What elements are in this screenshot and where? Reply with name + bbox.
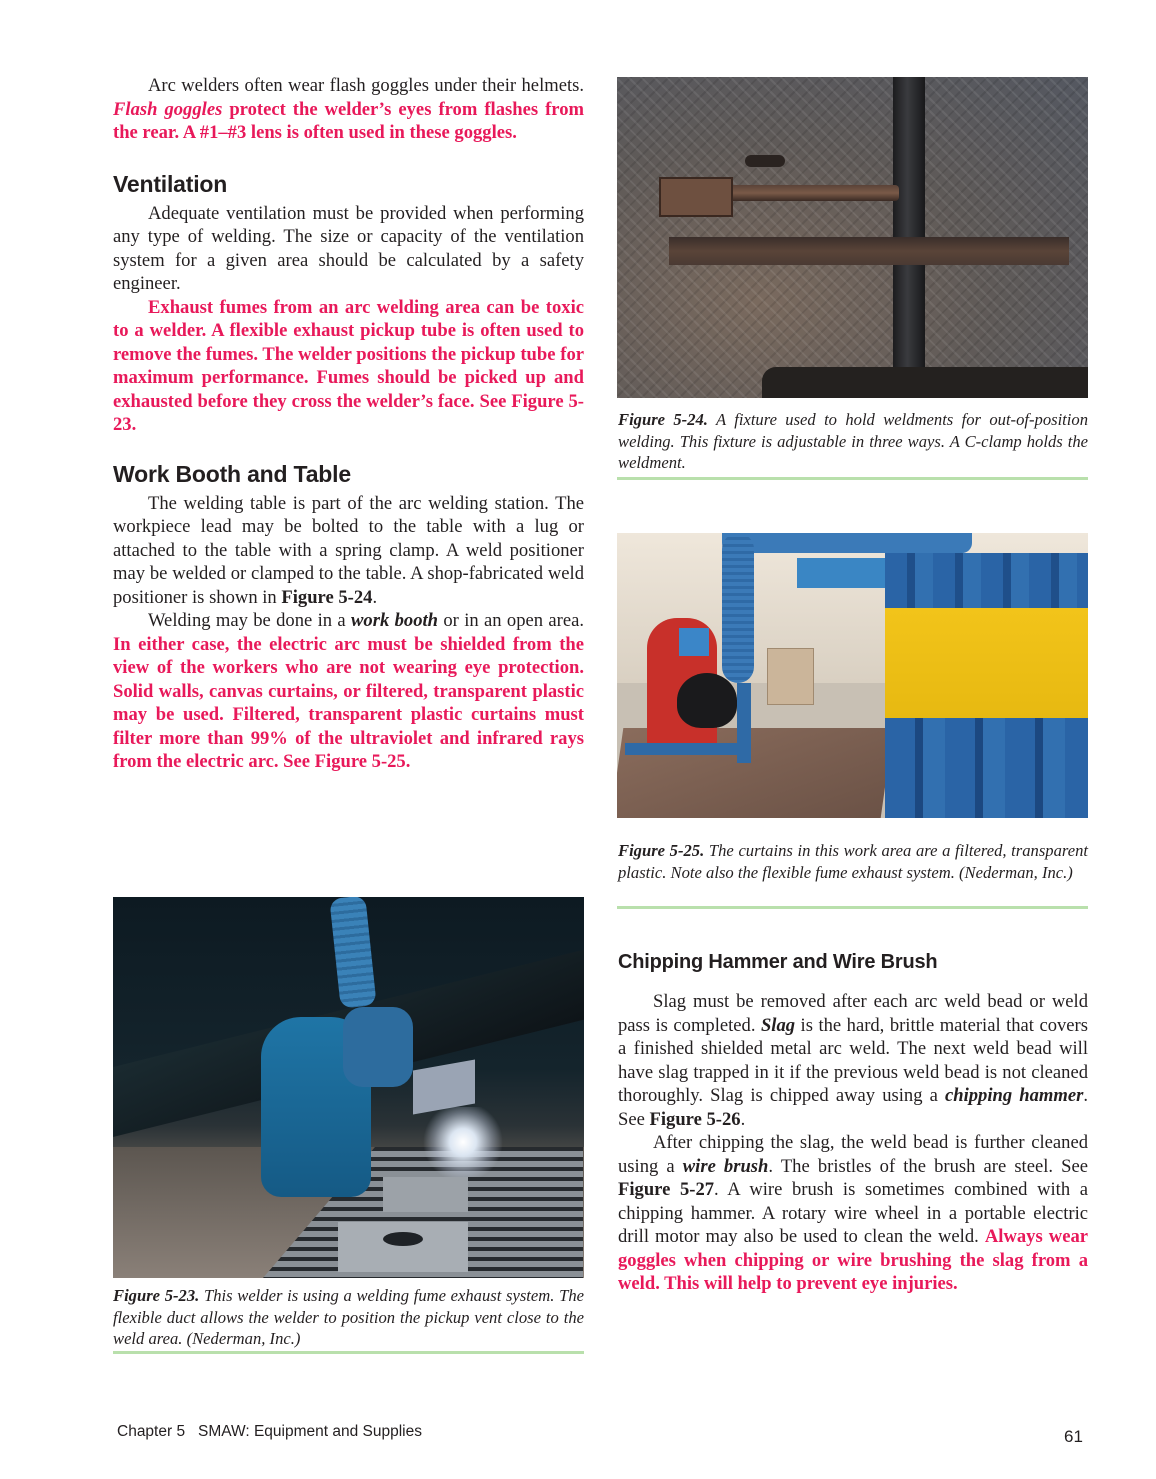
term-chipping-hammer: chipping hammer	[945, 1085, 1084, 1106]
figure-5-24-photo	[617, 77, 1088, 398]
text: Slag must be removed after each arc weld bead or weld pass is completed.	[618, 991, 1088, 1036]
text: After chipping the slag, the weld bead is further cleaned using a	[618, 1132, 1088, 1177]
intro-paragraph	[113, 74, 584, 145]
period: .	[372, 586, 378, 608]
chipping-safety-highlight: Always wear goggles when chipping or wire brushing the slag from a weld. This will help to prevent eye injuries.	[618, 1226, 1088, 1294]
figure-5-23-caption	[113, 1285, 584, 1350]
work-booth-para-2-text: Welding may be done in a	[148, 610, 352, 631]
exhaust-duct	[329, 897, 376, 1009]
figure-5-25-photo	[617, 533, 1088, 818]
figure-ref-5-24: Figure 5-24	[281, 586, 373, 608]
welding-helmet	[343, 1007, 413, 1087]
cardboard-box	[767, 648, 814, 705]
heading-ventilation: Ventilation	[113, 170, 228, 197]
caption-divider	[617, 906, 1088, 909]
welding-mask	[679, 628, 709, 656]
heading-work-booth: Work Booth and Table	[113, 460, 351, 487]
table-frame	[625, 743, 745, 755]
caption-divider	[617, 477, 1088, 480]
caption-text: The curtains in this work area are a filtered, transparent plastic. Note also the flexible fume exhaust system. (Nederman, Inc.)	[618, 841, 1088, 882]
text: is the hard, brittle material that covers a finished shielded metal arc weld. The next weld bead will have slag trapped in it if the previous weld bead is not cleaned thoroughly. Slag is chipped away using a	[618, 1014, 1088, 1106]
fixture-post	[893, 77, 925, 377]
term-slag: Slag	[760, 1014, 796, 1036]
c-clamp	[659, 177, 733, 217]
right-column	[618, 990, 1088, 1296]
heading-chipping-hammer: Chipping Hammer and Wire Brush	[618, 951, 938, 973]
chipping-para-2	[618, 1131, 1088, 1296]
fixture-base	[762, 367, 1088, 398]
exhaust-duct	[722, 533, 754, 683]
term-wire-brush: wire brush	[682, 1155, 769, 1177]
footer-chapter-title: Chapter 5 SMAW: Equipment and Supplies	[117, 1423, 422, 1440]
text: . A wire brush is sometimes combined with a chipping hammer. A rotary wire wheel in a portable electric drill motor may also be used to clean the weld.	[618, 1179, 1088, 1247]
period: .	[740, 1108, 746, 1130]
curtain-blue-bottom	[885, 718, 1088, 818]
work-booth-para-2-text-2: or in an open area.	[438, 610, 584, 631]
caption-text: This welder is using a welding fume exhaust system. The flexible duct allows the welder to position the pickup vent close to the weld area. (Nederman, Inc.)	[113, 1286, 584, 1348]
caption-text: A fixture used to hold weldments for out-of-position welding. This fixture is adjustable in three ways. A C-clamp holds the weldment.	[618, 410, 1088, 472]
figure-ref-5-27: Figure 5-27	[618, 1179, 715, 1200]
curtain-yellow	[885, 608, 1088, 728]
work-booth-safety-highlight: In either case, the electric arc must be shielded from the view of the workers who are not wearing eye protection. Solid walls, canvas curtains, or filtered, transparent plastic may be used. Filtered, transparent plastic curtains must filter more than 99% of the ultraviolet and infrared rays from the electric arc. See Figure 5-25.	[113, 633, 584, 772]
intro-text: Arc welders often wear flash goggles under their helmets.	[148, 75, 584, 96]
exhaust-arm	[722, 533, 972, 553]
figure-ref-5-26: Figure 5-26	[649, 1108, 741, 1130]
steel-block	[383, 1177, 468, 1212]
exhaust-hood	[677, 673, 737, 728]
steel-block	[338, 1222, 468, 1272]
block-hole	[383, 1232, 423, 1246]
clamp-knob	[745, 155, 785, 167]
work-booth-para-1-text: The welding table is part of the arc welding station. The workpiece lead may be bolted to the table with a lug or attached to the table with a spring clamp. A weld positioner may be welded or clamped to the table. A shop-fabricated weld positioner is shown in	[113, 492, 584, 608]
figure-label: Figure 5-23.	[113, 1286, 200, 1305]
figure-label: Figure 5-25.	[618, 841, 705, 860]
text: . The bristles of the brush are steel. See	[768, 1155, 1088, 1177]
safety-highlight: protect the welder’s eyes from flashes from the rear. A #1–#3 lens is often used in these goggles.	[113, 98, 584, 143]
caption-divider	[113, 1351, 584, 1354]
fixture-bar	[669, 237, 1069, 265]
text: . See	[618, 1085, 1088, 1130]
term-flash-goggles: Flash goggles	[113, 98, 223, 120]
figure-label: Figure 5-24.	[618, 410, 708, 429]
figure-5-23-photo	[113, 897, 584, 1278]
chipping-para-1	[618, 990, 1088, 1131]
work-booth-para-2	[113, 609, 584, 774]
page-number: 61	[1064, 1427, 1083, 1446]
welding-arc-glow	[423, 1107, 503, 1177]
figure-5-25-caption	[618, 840, 1088, 883]
figure-5-24-caption	[618, 409, 1088, 474]
term-work-booth: work booth	[351, 610, 439, 631]
ventilation-para-1: Adequate ventilation must be provided when performing any type of welding. The size or capacity of the ventilation system for a given area should be calculated by a safety engineer.	[113, 202, 584, 294]
ventilation-safety-highlight: Exhaust fumes from an arc welding area can be toxic to a welder. A flexible exhaust pickup tube is often used to remove the fumes. The welder positions the pickup tube for maximum performance. Fumes should be picked up and exhausted before they cross the welder’s face. See Figure 5-23.	[113, 296, 584, 435]
left-column	[113, 74, 584, 774]
work-booth-para-1	[113, 492, 584, 610]
